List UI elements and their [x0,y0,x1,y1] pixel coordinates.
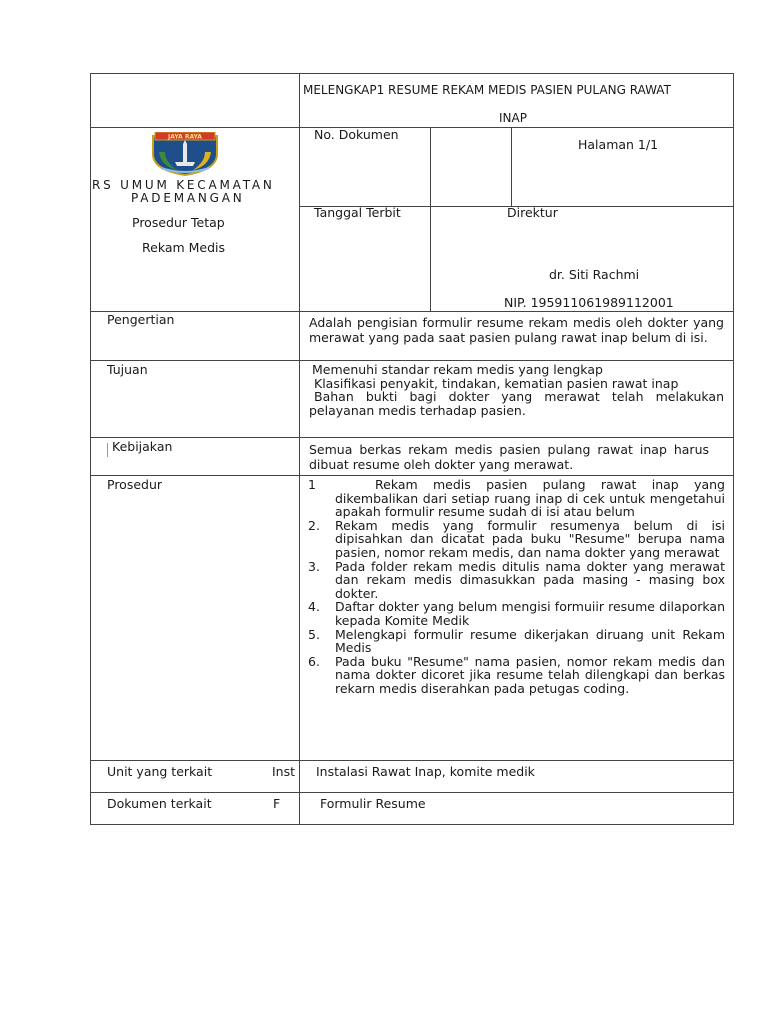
prosedur-list [305,478,725,696]
table-border-bottom [90,824,734,825]
prosedur-item-text: Rekam medis pasien pulang rawat inap yang dikembalikan dari setiap ruang inap di cek untuk mengetahui apakah formulir resume sudah di isi atau belum [335,477,725,520]
prosedur-label: Prosedur [107,477,163,492]
prosedur-item-text: Melengkapi formulir resume dikerjakan diruang unit Rekam Medis [335,626,725,656]
director-name: dr. Siti Rachmi [549,267,640,282]
prosedur-item-number: 5. [308,626,320,642]
kebijakan-text: Semua berkas rekam medis pasien pulang rawat inap harus dibuat resume oleh dokter yang merawat. [309,442,709,472]
table-rule [90,760,734,761]
dokumen-terkait-label: Dokumen terkait [107,796,212,811]
prosedur-item [305,478,725,519]
tanggal-terbit-label: Tanggal Terbit [314,205,401,220]
hospital-name-line1: RS UMUM KECAMATAN [92,178,275,192]
unit-terkait-clipped: Inst [272,764,296,779]
no-dokumen-label: No. Dokumen [314,127,399,142]
halaman-label: Halaman 1/1 [578,137,659,152]
dokumen-terkait-clipped: F [273,796,281,811]
tujuan-line1: Memenuhi standar rekam medis yang lengkap [312,362,603,377]
prosedur-item-text: Rekam medis yang formulir resumenya belum di isi dipisahkan dan dicatat pada buku "Resume" berupa nama pasien, nomor rekam medis, dan nama dokter yang merawat [335,517,725,560]
tujuan-line2: Klasifikasi penyakit, tindakan, kematian pasien rawat inap [314,376,679,391]
table-divider [511,127,512,206]
table-rule [90,437,734,438]
table-rule [90,311,734,312]
document-title-line2: INAP [499,111,527,125]
prosedur-item-number: 1 [308,477,316,492]
table-border-top [90,73,734,74]
table-divider [299,73,300,825]
table-border-right [733,73,734,825]
kebijakan-label: Kebijakan [112,439,173,454]
pengertian-label: Pengertian [107,312,175,327]
table-rule [90,360,734,361]
tujuan-line3: Bahan bukti bagi dokter yang merawat telah melakukan pelayanan medis terhadap pasien. [309,389,724,418]
prosedur-item [305,560,725,601]
table-divider [430,127,431,311]
procedure-type-line1: Prosedur Tetap [132,215,225,230]
prosedur-item [305,628,725,655]
prosedur-item-number: 6. [308,653,320,669]
procedure-type-line2: Rekam Medis [142,240,226,255]
prosedur-item [305,600,725,627]
prosedur-item-number: 4. [308,599,320,615]
prosedur-item-text: Pada buku "Resume" nama pasien, nomor rekam medis dan nama dokter dicoret jika resume telah dilengkapi dan berkas rekarn medis diserahkan pada petugas coding. [335,653,725,696]
unit-terkait-value: Instalasi Rawat Inap, komite medik [316,764,535,779]
kebijakan-marker [107,443,108,457]
prosedur-item-number: 2. [308,517,320,533]
tujuan-label: Tujuan [107,362,148,377]
jakarta-logo [147,132,223,176]
logo-text: JAYA RAYA [168,133,202,141]
table-rule [90,475,734,476]
prosedur-item [305,519,725,560]
table-rule [90,127,734,128]
table-border-left [90,73,91,825]
hospital-name-line2: PADEMANGAN [131,191,245,205]
direktur-label: Direktur [507,205,558,220]
prosedur-item-text: Daftar dokter yang belum mengisi formuiir resume dilaporkan kepada Komite Medik [335,599,725,628]
document-title-line1: MELENGKAP1 RESUME REKAM MEDIS PASIEN PULANG RAWAT [303,83,671,97]
director-nip: NIP. 195911061989112001 [504,295,674,310]
prosedur-item [305,655,725,696]
dokumen-terkait-value: Formulir Resume [320,796,426,811]
unit-terkait-label: Unit yang terkait [107,764,213,779]
prosedur-item-number: 3. [308,558,320,574]
prosedur-item-text: Pada folder rekam medis ditulis nama dokter yang merawat dan rekam medis dimasukkan pada masing - masing box dokter. [335,558,725,601]
table-rule [90,792,734,793]
pengertian-text: Adalah pengisian formulir resume rekam medis oleh dokter yang merawat yang pada saat pasien pulang rawat inap belum di isi. [309,315,724,345]
